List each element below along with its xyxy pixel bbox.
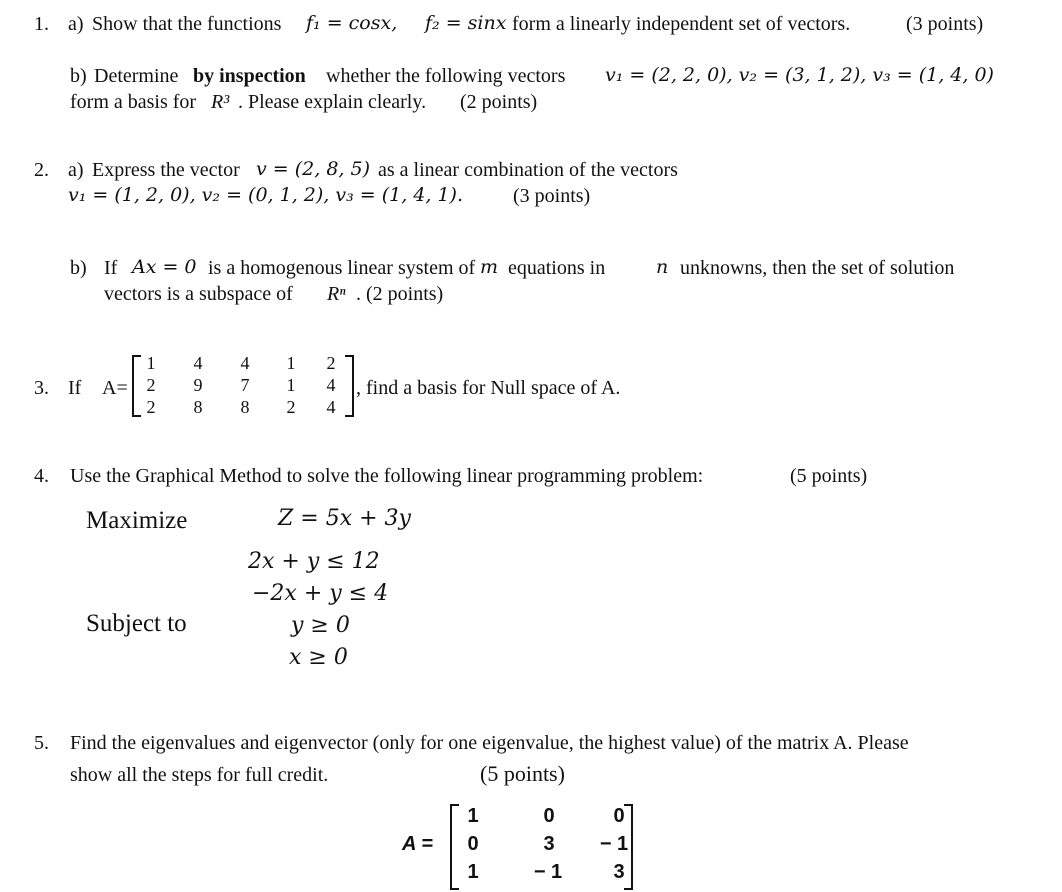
matrix-cell: 1 [146,353,156,373]
q1a-text: Show that the functions [92,13,282,35]
matrix-cell: 2 [286,397,296,417]
q2b-text-2: is a homogenous linear system of [208,257,476,279]
q1b-points: (2 points) [460,91,538,113]
q2a-points: (3 points) [513,185,591,207]
q4-points: (5 points) [790,465,868,487]
q2b-points: . (2 points) [356,283,444,305]
q3-if: If [68,377,82,399]
q4-objective: Z = 5x + 3y [278,506,411,531]
q2b-text-4: unknowns, then the set of solution [680,257,955,279]
matrix-cell: − 1 [533,861,563,883]
q1b-text-2: whether the following vectors [326,65,566,87]
matrix-cell: 3 [613,861,625,883]
matrix-cell: 9 [193,375,203,395]
matrix-cell: 0 [613,805,625,827]
q3-right-bracket [345,355,354,417]
q1a-label: a) [68,13,84,35]
matrix-cell: 3 [543,833,555,855]
q2b-n: n [656,256,669,278]
q4-constraint-4: x ≥ 0 [289,645,348,670]
matrix-cell: 4 [326,375,336,395]
q1a-points: (3 points) [906,13,984,35]
matrix-cell: 7 [240,375,250,395]
q1a-f1: f₁ = cosx, [306,12,398,34]
q4-number: 4. [34,465,49,487]
matrix-cell: 2 [146,397,156,417]
matrix-cell: 1 [286,353,296,373]
q1b-vectors: v₁ = (2, 2, 0), v₂ = (3, 1, 2), v₃ = (1, 4, 0) [605,64,994,86]
q2b-rn: Rⁿ [327,283,346,305]
q2a-label: a) [68,159,84,181]
matrix-cell: 0 [467,833,479,855]
matrix-cell: 2 [326,353,336,373]
q1-number: 1. [34,13,49,35]
matrix-cell: 8 [193,397,203,417]
q5-number: 5. [34,732,49,754]
matrix-cell: 8 [240,397,250,417]
matrix-cell: 1 [286,375,296,395]
matrix-cell: 1 [467,805,479,827]
q2b-label: b) [70,257,87,279]
q5-text-2: show all the steps for full credit. [70,764,329,786]
matrix-cell: 4 [326,397,336,417]
q4-text: Use the Graphical Method to solve the following linear programming problem: [70,465,704,487]
q3-a-eq: A= [102,377,128,399]
q2a-text-2: as a linear combination of the vectors [378,159,678,181]
q2a-vector: v = (2, 8, 5) [256,158,370,180]
matrix-cell: 4 [193,353,203,373]
matrix-cell: 4 [240,353,250,373]
q1a-text-2: form a linearly independent set of vectors. [512,13,851,35]
q3-number: 3. [34,377,49,399]
q2b-line2: vectors is a subspace of [104,283,293,305]
q2b-ax: Ax = 0 [132,256,197,278]
q2b-if: If [104,257,118,279]
q5-points: (5 points) [480,761,565,786]
q2a-vectors: v₁ = (1, 2, 0), v₂ = (0, 1, 2), v₃ = (1, 4, 1). [68,184,463,206]
q4-constraint-2: −2x + y ≤ 4 [252,581,389,606]
q4-maximize: Maximize [86,507,188,534]
q4-constraint-3: y ≥ 0 [291,613,350,638]
q1b-text: Determine [94,65,179,87]
q1b-line2-2: . Please explain clearly. [238,91,427,113]
q1b-r3: R³ [211,91,230,113]
q3-text: , find a basis for Null space of A. [356,377,621,399]
matrix-cell: 2 [146,375,156,395]
matrix-cell: − 1 [599,833,629,855]
q1b-bold: by inspection [193,65,306,87]
q5-text: Find the eigenvalues and eigenvector (only for one eigenvalue, the highest value) of the matrix A. Please [70,732,909,754]
q4-constraint-1: 2x + y ≤ 12 [248,549,380,574]
q2b-text-3: equations in [508,257,606,279]
q2b-m: m [480,256,499,278]
q5-right-bracket [624,804,633,890]
q1b-label: b) [70,65,87,87]
matrix-cell: 1 [467,861,479,883]
q1b-line2: form a basis for [70,91,197,113]
q5-a-eq: A = [402,833,433,855]
q4-subject-to: Subject to [86,610,187,637]
q2-number: 2. [34,159,49,181]
q2a-text: Express the vector [92,159,240,181]
q1a-f2: f₂ = sinx [425,12,507,34]
matrix-cell: 0 [543,805,555,827]
